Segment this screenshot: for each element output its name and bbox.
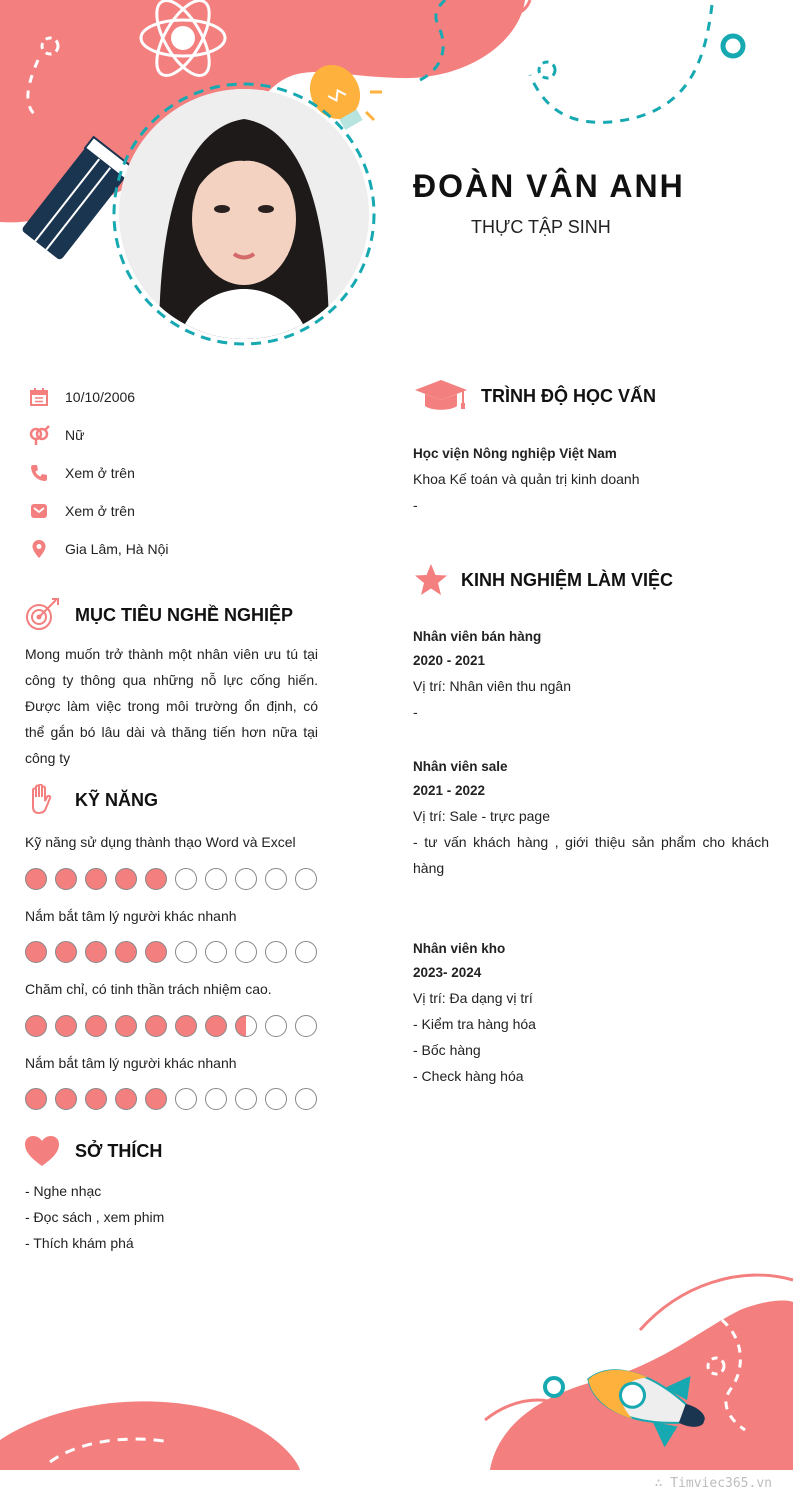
rating-dot <box>115 941 137 963</box>
rating-dot <box>25 868 47 890</box>
contact-gender <box>28 423 85 447</box>
contact-birthdate <box>28 385 136 409</box>
contact-email <box>28 499 135 523</box>
job-detail: - <box>413 704 418 720</box>
rating-dot <box>145 868 167 890</box>
job-company: Nhân viên sale <box>413 759 508 774</box>
rating-dot <box>175 868 197 890</box>
rating-dot <box>55 1088 77 1110</box>
rating-dot <box>205 868 227 890</box>
avatar <box>119 89 369 339</box>
job-detail: - Kiểm tra hàng hóa <box>413 1016 536 1032</box>
section-title: TRÌNH ĐỘ HỌC VẤN <box>481 385 656 406</box>
rating-dot <box>295 868 317 890</box>
rating-dot <box>265 941 287 963</box>
skill-rating <box>25 941 317 963</box>
job-detail: - Check hàng hóa <box>413 1068 524 1084</box>
skill-rating <box>25 868 317 890</box>
gender-icon <box>28 424 50 446</box>
hobby-item: - Thích khám phá <box>25 1235 134 1251</box>
section-title: KỸ NĂNG <box>75 789 159 810</box>
rating-dot <box>175 1015 197 1037</box>
hobby-item: - Đọc sách , xem phim <box>25 1209 165 1225</box>
education-heading <box>413 378 656 414</box>
calendar-icon <box>28 386 50 408</box>
rating-dot <box>265 1088 287 1110</box>
contact-text: Xem ở trên <box>65 465 135 481</box>
section-title: KINH NGHIỆM LÀM VIỆC <box>461 569 674 590</box>
rating-dot <box>235 1088 257 1110</box>
rating-dot <box>25 1088 47 1110</box>
job-role: Vị trí: Đa dạng vị trí <box>413 990 533 1006</box>
skill-rating <box>25 1015 317 1037</box>
skill-rating <box>25 1088 317 1110</box>
skill-label: Chăm chỉ, có tinh thần trách nhiệm cao. <box>25 981 272 997</box>
job-detail: - Bốc hàng <box>413 1042 481 1058</box>
rating-dot <box>85 1015 107 1037</box>
phone-icon <box>28 462 50 484</box>
contact-text: Nữ <box>65 427 85 443</box>
rating-dot <box>295 941 317 963</box>
location-pin-icon <box>28 538 50 560</box>
skill-label: Kỹ năng sử dụng thành thạo Word và Excel <box>25 834 296 850</box>
section-title: SỞ THÍCH <box>75 1140 163 1161</box>
footer-decoration <box>0 1270 800 1475</box>
job-detail: - tư vấn khách hàng , giới thiệu sản phẩm cho khách hàng <box>413 834 769 876</box>
rating-dot <box>175 1088 197 1110</box>
job-company: Nhân viên bán hàng <box>413 629 542 644</box>
rating-dot <box>115 1088 137 1110</box>
hand-icon <box>22 782 62 818</box>
heart-icon <box>22 1133 62 1169</box>
job-role: Vị trí: Nhân viên thu ngân <box>413 678 571 694</box>
candidate-position: THỰC TẬP SINH <box>471 217 611 237</box>
avatar-illustration <box>119 89 369 339</box>
education-note: - <box>413 497 418 513</box>
rating-dot <box>85 941 107 963</box>
rating-dot <box>175 941 197 963</box>
experience-heading <box>413 562 673 598</box>
education-major: Khoa Kế toán và quản trị kinh doanh <box>413 471 640 487</box>
job-period: 2021 - 2022 <box>413 783 486 798</box>
hobbies-heading <box>22 1133 162 1169</box>
contact-text: 10/10/2006 <box>65 389 136 405</box>
contact-address <box>28 537 169 561</box>
profile-photo-frame <box>110 80 378 348</box>
rating-dot <box>205 1015 227 1037</box>
rating-dot <box>265 1015 287 1037</box>
rating-dot <box>115 1015 137 1037</box>
section-title: MỤC TIÊU NGHỀ NGHIỆP <box>75 604 294 625</box>
star-icon <box>413 562 449 598</box>
rating-dot <box>205 1088 227 1110</box>
rating-dot <box>235 868 257 890</box>
job-period: 2023- 2024 <box>413 965 482 980</box>
job-company: Nhân viên kho <box>413 941 506 956</box>
rating-dot <box>85 868 107 890</box>
graduation-cap-icon <box>413 378 469 414</box>
email-icon <box>28 500 50 522</box>
contact-phone <box>28 461 135 485</box>
rating-dot <box>145 941 167 963</box>
rating-dot <box>145 1015 167 1037</box>
rating-dot <box>25 941 47 963</box>
contact-text: Xem ở trên <box>65 503 135 519</box>
rating-dot <box>115 868 137 890</box>
objective-heading <box>22 597 293 633</box>
job-period: 2020 - 2021 <box>413 653 486 668</box>
rating-dot <box>25 1015 47 1037</box>
rating-dot <box>295 1088 317 1110</box>
rating-dot <box>55 941 77 963</box>
rating-dot <box>55 868 77 890</box>
rating-dot <box>265 868 287 890</box>
rating-dot <box>145 1088 167 1110</box>
rating-dot <box>205 941 227 963</box>
rating-dot <box>85 1088 107 1110</box>
rating-dot <box>55 1015 77 1037</box>
objective-text: Mong muốn trở thành một nhân viên ưu tú tại công ty thông qua những nỗ lực cống hiến. Được làm việc trong môi trường ổn định, có thể gắn bó lâu dài và thăng tiến hơn nữa tại công ty <box>25 646 318 766</box>
skills-heading <box>22 782 158 818</box>
education-school: Học viện Nông nghiệp Việt Nam <box>413 446 617 461</box>
job-role: Vị trí: Sale - trực page <box>413 808 550 824</box>
rating-dot <box>295 1015 317 1037</box>
contact-text: Gia Lâm, Hà Nội <box>65 541 169 557</box>
skill-label: Nắm bắt tâm lý người khác nhanh <box>25 908 237 924</box>
rating-dot <box>235 941 257 963</box>
skill-label: Nắm bắt tâm lý người khác nhanh <box>25 1055 237 1071</box>
candidate-name: ĐOÀN VÂN ANH <box>413 168 685 204</box>
target-icon <box>22 597 62 633</box>
watermark: ∴ Timviec365.vn <box>654 1476 772 1491</box>
hobby-item: - Nghe nhạc <box>25 1183 102 1199</box>
rating-dot <box>235 1015 257 1037</box>
